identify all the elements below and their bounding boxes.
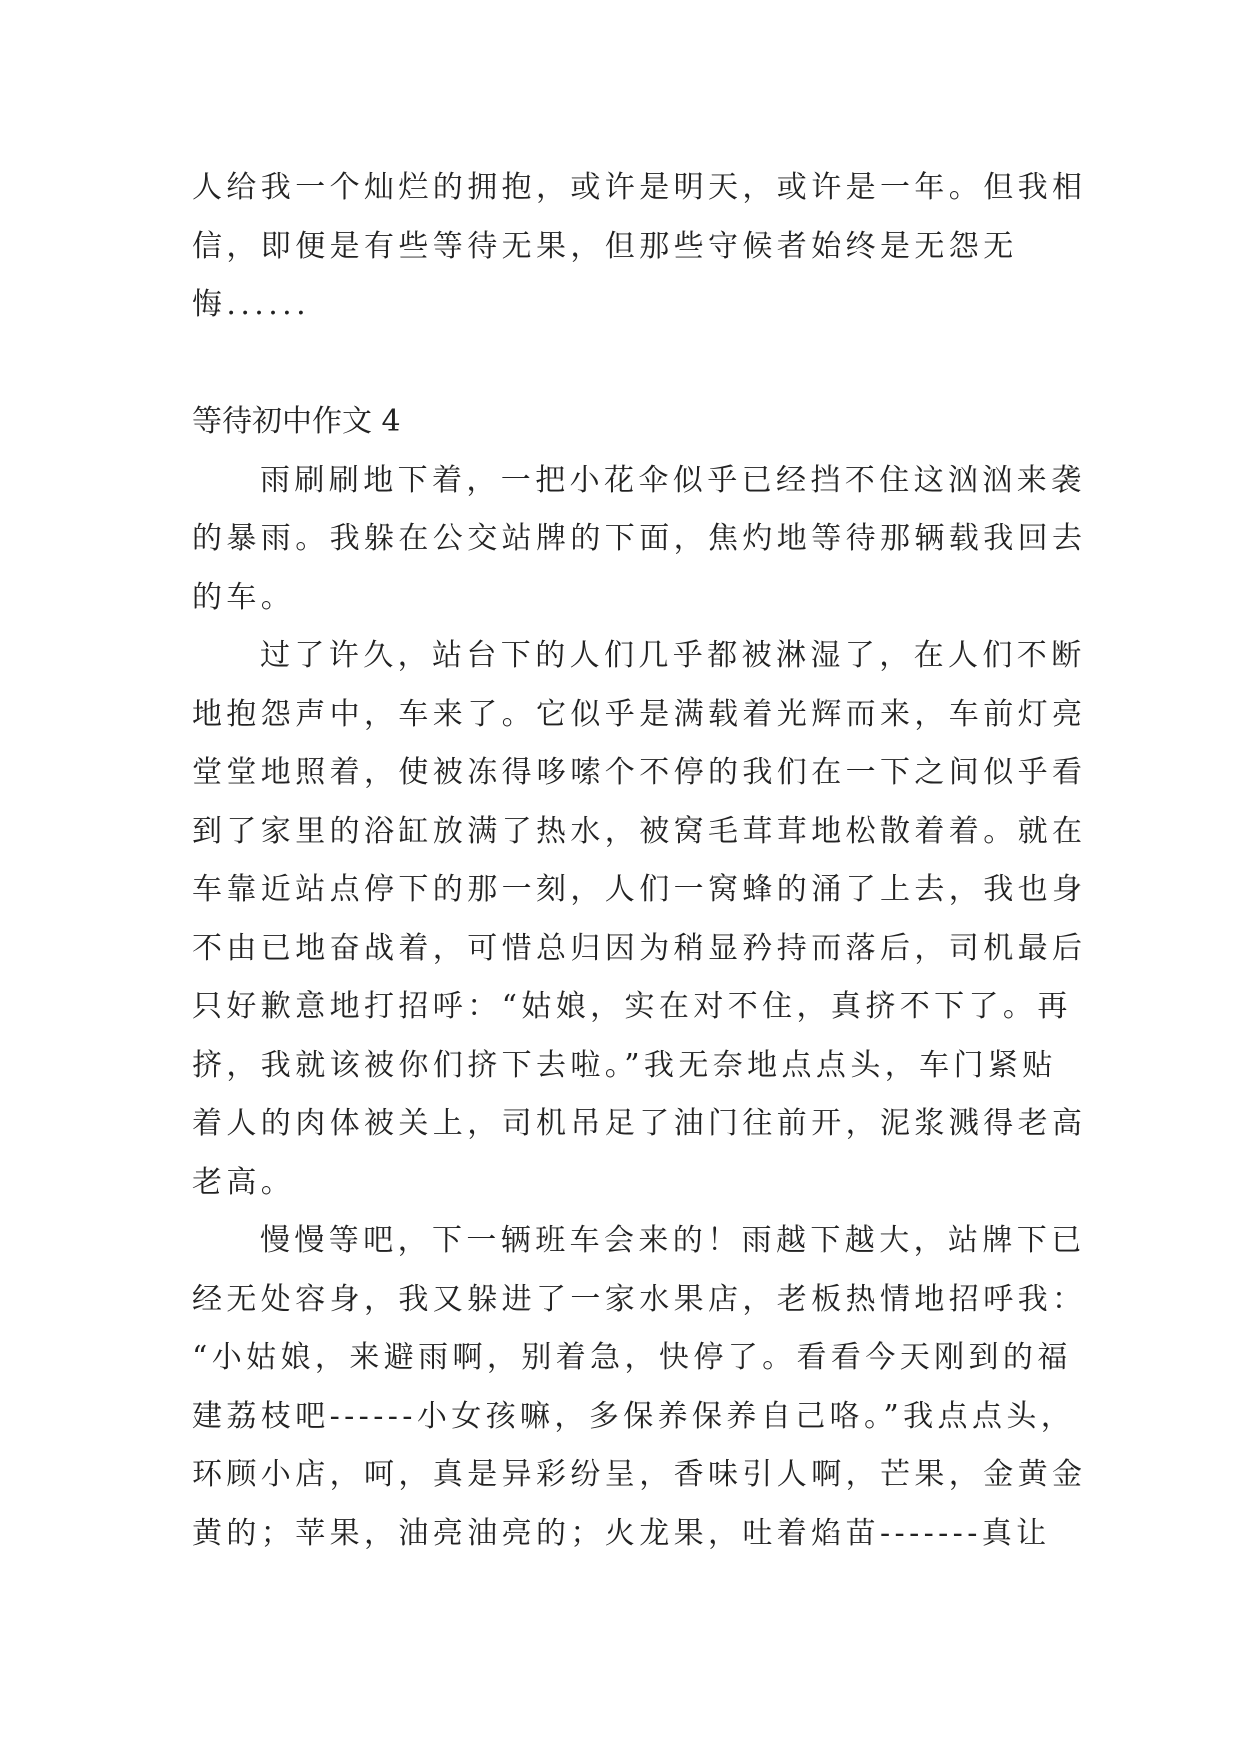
text-line: 不由已地奋战着，可惜总归因为稍显矜持而落后，司机最后 xyxy=(192,930,1087,966)
text-line: 悔...... xyxy=(192,287,311,322)
essay-body xyxy=(192,159,1087,1563)
text-line: 黄的；苹果，油亮油亮的；火龙果，吐着焰苗-------真让 xyxy=(192,1515,1051,1551)
text-line: 人给我一个灿烂的拥抱，或许是明天，或许是一年。但我相 xyxy=(192,170,1087,205)
text-line: 慢慢等吧，下一辆班车会来的！雨越下越大，站牌下已 xyxy=(260,1223,1086,1258)
text-line: 环顾小店，呵，真是异彩纷呈，香味引人啊，芒果，金黄金 xyxy=(192,1457,1087,1492)
text-line: 挤，我就该被你们挤下去啦。”我无奈地点点头，车门紧贴 xyxy=(192,1047,1057,1083)
text-line: 的暴雨。我躲在公交站牌的下面，焦灼地等待那辆载我回去 xyxy=(192,521,1087,556)
text-line: 老高。 xyxy=(192,1164,296,1200)
section-title: 等待初中作文 4 xyxy=(192,404,401,439)
text-line: 过了许久，站台下的人们几乎都被淋湿了，在人们不断 xyxy=(260,638,1086,673)
text-line: 雨刷刷地下着，一把小花伞似乎已经挡不住这汹汹来袭 xyxy=(260,462,1086,498)
text-line: 信，即便是有些等待无果，但那些守候者始终是无怨无 xyxy=(192,228,1018,264)
text-line: “小姑娘，来避雨啊，别着急，快停了。看看今天刚到的福 xyxy=(192,1340,1072,1375)
text-line: 车靠近站点停下的那一刻，人们一窝蜂的涌了上去，我也身 xyxy=(192,872,1087,907)
section-gap xyxy=(192,335,1054,394)
text-line: 着人的肉体被关上，司机吊足了油门往前开，泥浆溅得老高 xyxy=(192,1106,1087,1141)
text-line: 只好歉意地打招呼：“姑娘，实在对不住，真挤不下了。再 xyxy=(192,989,1072,1024)
text-line: 地抱怨声中，车来了。它似乎是满载着光辉而来，车前灯亮 xyxy=(192,696,1087,732)
text-line: 到了家里的浴缸放满了热水，被窝毛茸茸地松散着着。就在 xyxy=(192,813,1087,849)
text-line: 的车。 xyxy=(192,579,296,615)
text-line: 建荔枝吧------小女孩嘛，多保养保养自己咯。”我点点头， xyxy=(192,1398,1076,1434)
text-line: 堂堂地照着，使被冻得哆嗦个不停的我们在一下之间似乎看 xyxy=(192,755,1087,790)
text-line: 经无处容身，我又躲进了一家水果店，老板热情地招呼我： xyxy=(192,1281,1087,1317)
